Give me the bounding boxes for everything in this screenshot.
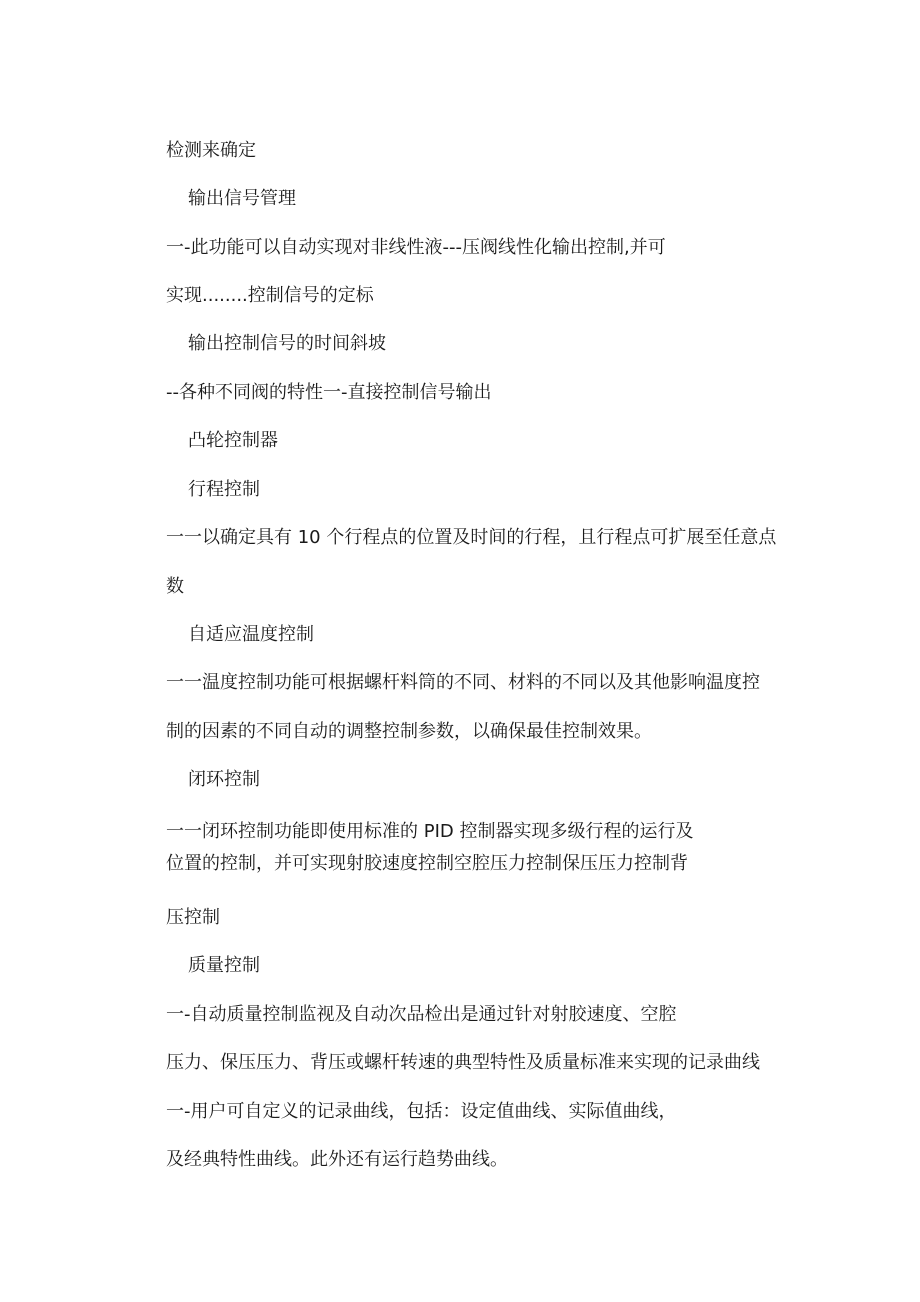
body-text-line: 数 bbox=[166, 576, 184, 597]
body-text-line: 检测来确定 bbox=[166, 140, 256, 161]
body-text-line: 压控制 bbox=[166, 907, 220, 928]
body-text-line: 一-此功能可以自动实现对非线性液---压阀线性化输出控制,并可 bbox=[166, 237, 666, 258]
section-heading-closed-loop: 闭环控制 bbox=[188, 769, 260, 790]
body-text-line: 一-自动质量控制监视及自动次品检出是通过针对射胶速度、空腔 bbox=[166, 1004, 677, 1025]
section-heading-output-signal: 输出信号管理 bbox=[188, 188, 296, 209]
body-text-line: 一-用户可自定义的记录曲线，包括：设定值曲线、实际值曲线， bbox=[166, 1101, 677, 1122]
body-text-line: 及经典特性曲线。此外还有运行趋势曲线。 bbox=[166, 1149, 508, 1170]
body-text-line: 制的因素的不同自动的调整控制参数，以确保最佳控制效果。 bbox=[166, 721, 652, 742]
section-heading-adaptive-temperature: 自适应温度控制 bbox=[188, 624, 314, 645]
body-text-line: 位置的控制，并可实现射胶速度控制空腔压力控制保压压力控制背 bbox=[166, 853, 688, 874]
section-heading-cam-controller: 凸轮控制器 bbox=[188, 430, 278, 451]
body-text-line: 一一闭环控制功能即使用标准的 PID 控制器实现多级行程的运行及 bbox=[166, 821, 694, 842]
section-heading-stroke-control: 行程控制 bbox=[188, 479, 260, 500]
body-text-line: 压力、保压压力、背压或螺杆转速的典型特性及质量标准来实现的记录曲线 bbox=[166, 1052, 760, 1073]
body-text-line: --各种不同阀的特性一-直接控制信号输出 bbox=[166, 382, 492, 403]
section-heading-time-ramp: 输出控制信号的时间斜坡 bbox=[188, 333, 386, 354]
body-text-line: 实现........控制信号的定标 bbox=[166, 285, 374, 306]
body-text-line: 一一温度控制功能可根据螺杆料筒的不同、材料的不同以及其他影响温度控 bbox=[166, 672, 760, 693]
body-text-line: 一一以确定具有 10 个行程点的位置及时间的行程，且行程点可扩展至任意点 bbox=[166, 527, 777, 548]
section-heading-quality-control: 质量控制 bbox=[188, 955, 260, 976]
